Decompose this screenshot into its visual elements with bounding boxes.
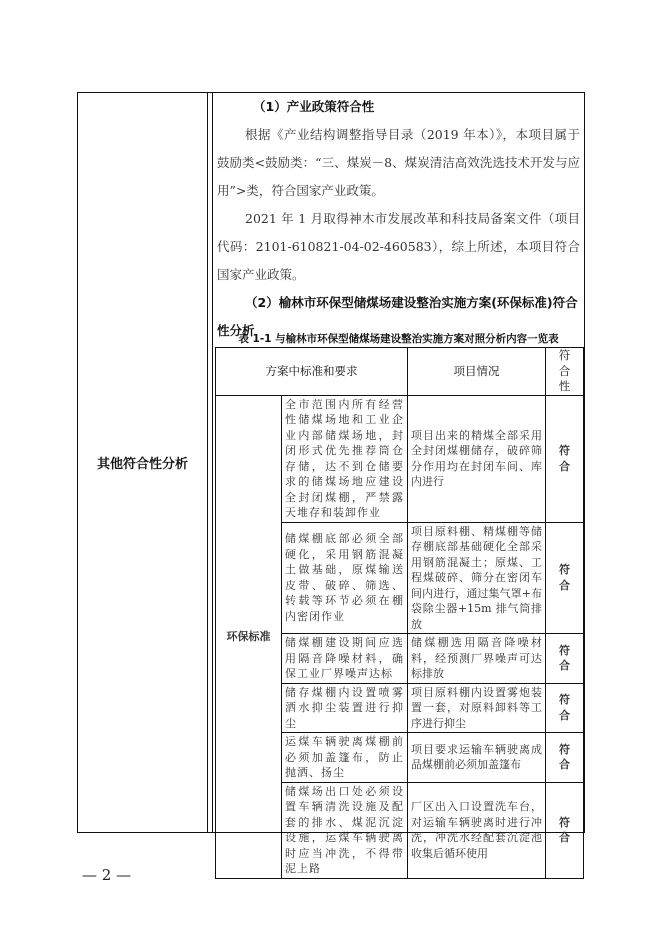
requirement-cell: 运煤车辆驶离煤棚前必须加盖篷布，防止抛洒、扬尘 [282,733,408,783]
content-body [213,93,584,345]
section1-paragraph-2: 2021 年 1 月取得神木市发展改革和科技局备案文件（项目代码：2101-610821-04-02-460583），综上所述，本项目符合国家产业政策。 [217,211,580,282]
section1-paragraph-1: 根据《产业结构调整指导目录（2019 年本）》，本项目属于鼓励类<鼓励类：“三、煤炭－8、煤炭清洁高效洗选技术开发与应用”>类，符合国家产业政策。 [217,127,580,198]
table-header-row [216,348,584,396]
conform-cell: 符合 [546,395,584,522]
header-situation: 项目情况 [408,348,546,396]
section-label: 其他符合性分析 [96,457,188,472]
requirement-cell: 储煤场出口处必须设置车辆清洗设施及配套的排水、煤泥沉淀设施，运煤车辆驶离时应当冲洗，不得带泥上路 [282,782,408,878]
requirement-cell: 储煤棚底部必须全部硬化，采用钢筋混凝土做基础，原煤输送皮带、破碎、筛选、转载等环节必须在棚内密闭作业 [282,522,408,634]
conform-cell: 符合 [546,782,584,878]
situation-cell: 项目要求运输车辆驶离成品煤棚前必须加盖篷布 [408,733,546,783]
category-cell: 环保标准 [216,395,282,878]
situation-cell: 厂区出入口设置洗车台，对运输车辆驶离时进行冲洗，冲洗水经配套沉淀池收集后循环使用 [408,782,546,878]
conform-cell: 符合 [546,522,584,634]
situation-cell: 项目原料棚内设置雾炮装置一套，对原料卸料等工序进行抑尘 [408,683,546,733]
comparison-table [215,347,584,879]
requirement-cell: 全市范围内所有经营性储煤场地和工业企业内部储煤场地，封闭形式优先推荐筒仓存储，达不到仓储要求的储煤场地应建设全封闭煤棚，严禁露天堆存和装卸作业 [282,395,408,522]
requirement-cell: 储煤棚建设期间应选用隔音降噪材料，确保工业厂界噪声达标 [282,634,408,684]
requirement-cell: 储存煤棚内设置喷雾洒水抑尘装置进行抑尘 [282,683,408,733]
section2-heading: （2）榆林市环保型储煤场建设整治实施方案(环保标准)符合性分析 [217,295,578,338]
header-requirements: 方案中标准和要求 [216,348,408,396]
outer-table [77,92,585,875]
situation-cell: 项目出来的精煤全部采用全封闭煤棚储存，破碎筛分作用均在封闭车间、库内进行 [408,395,546,522]
situation-cell: 储煤棚选用隔音降噪材料，经预测厂界噪声可达标排放 [408,634,546,684]
left-column [78,93,208,832]
table-caption: 表 1-1 与榆林市环保型储煤场建设整治实施方案对照分析内容一览表 [238,333,559,345]
conform-cell: 符合 [546,634,584,684]
section1-heading: （1）产业政策符合性 [253,99,375,114]
situation-cell: 项目原料棚、精煤棚等储存棚底部基础硬化全部采用钢筋混凝土；原煤、工程煤破碎、筛分在密闭车间内进行，通过集气罩+布袋除尘器+15m 排气筒排放 [408,522,546,634]
header-conform: 符合性 [546,348,584,396]
page-number: — 2 — [82,866,132,884]
conform-cell: 符合 [546,733,584,783]
table-row [216,395,584,522]
conform-cell: 符合 [546,683,584,733]
right-content-cell [212,93,584,875]
